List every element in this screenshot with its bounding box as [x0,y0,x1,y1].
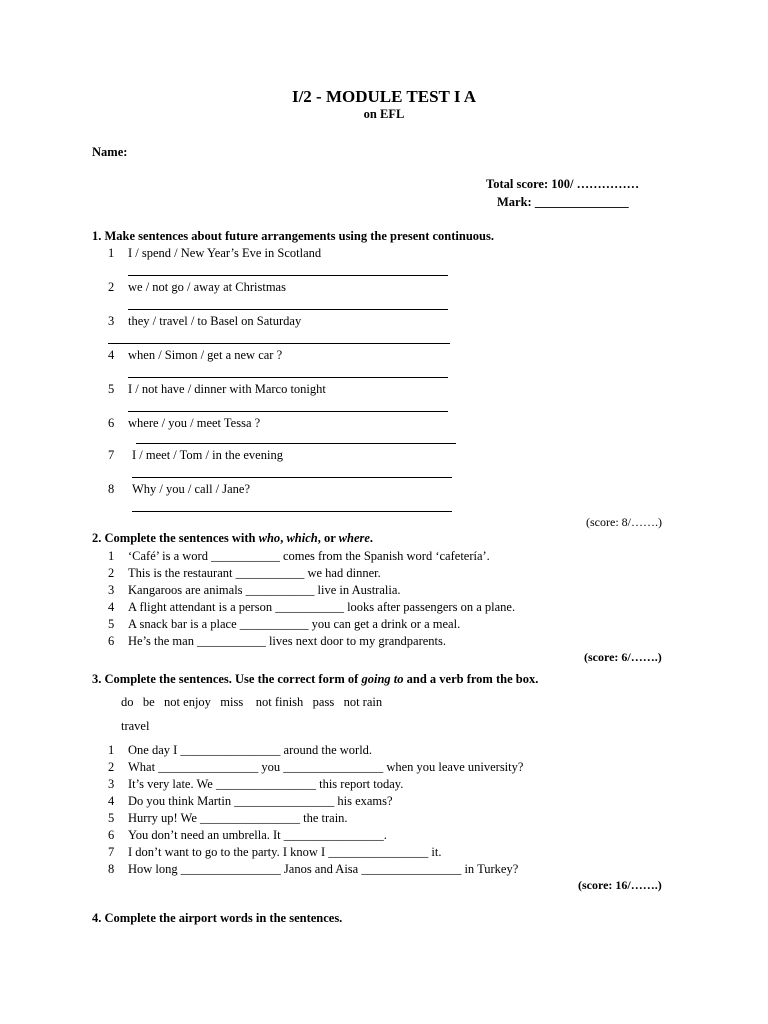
section2-heading: 2. Complete the sentences with who, which, or where. [92,531,374,545]
answer-line[interactable] [108,343,450,344]
list-item: 6 He’s the man ___________ lives next door to my grandparents. [108,634,446,648]
list-item: 5 Hurry up! We ________________ the train. [108,811,348,825]
list-item: 3 Kangaroos are animals ___________ live in Australia. [108,583,401,597]
list-item: 8 Why / you / call / Jane? [108,482,251,496]
section1-heading: 1. Make sentences about future arrangements using the present continuous. [92,229,494,243]
list-item: 1 I / spend / New Year’s Eve in Scotland [108,246,322,260]
list-item: 2 we / not go / away at Christmas [108,280,286,294]
word-box-line: do be not enjoy miss not finish pass not rain [121,695,383,709]
answer-line[interactable] [128,275,448,276]
page-subtitle: on EFL [363,107,405,121]
answer-line[interactable] [132,477,452,478]
list-item: 2 This is the restaurant ___________ we had dinner. [108,566,381,580]
list-item: 1 One day I ________________ around the world. [108,743,373,757]
total-score: Total score: 100/ …………… [486,177,640,191]
list-item: 3 they / travel / to Basel on Saturday [108,314,302,328]
word-box-line: travel [121,719,150,733]
section3-score: (score: 16/…….) [578,878,662,892]
list-item: 3 It’s very late. We ________________ this report today. [108,777,404,791]
list-item: 5 A snack bar is a place ___________ you can get a drink or a meal. [108,617,461,631]
mark-label: Mark: _______________ [497,195,629,209]
list-item: 6 You don’t need an umbrella. It ________________. [108,828,387,842]
list-item: 2 What ________________ you ________________ when you leave university? [108,760,524,774]
list-item: 8 How long ________________ Janos and Aisa ________________ in Turkey? [108,862,519,876]
list-item: 7 I / meet / Tom / in the evening [108,448,283,462]
list-item: 4 A flight attendant is a person ___________ looks after passengers on a plane. [108,600,516,614]
section1-score: (score: 8/…….) [586,515,662,529]
page-title: I/2 - MODULE TEST I A [291,87,477,106]
section4-heading: 4. Complete the airport words in the sentences. [92,911,343,925]
answer-line[interactable] [128,377,448,378]
list-item: 1 ‘Café’ is a word ___________ comes from the Spanish word ‘cafetería’. [108,549,490,563]
section3-heading: 3. Complete the sentences. Use the correct form of going to and a verb from the box. [92,672,539,686]
list-item: 4 Do you think Martin ________________ his exams? [108,794,393,808]
answer-line[interactable] [132,511,452,512]
answer-line[interactable] [128,411,448,412]
list-item: 5 I / not have / dinner with Marco tonight [108,382,326,396]
list-item: 4 when / Simon / get a new car ? [108,348,283,362]
section2-score: (score: 6/…….) [584,650,662,664]
answer-line[interactable] [128,309,448,310]
list-item: 7 I don’t want to go to the party. I know I ________________ it. [108,845,442,859]
list-item: 6 where / you / meet Tessa ? [108,416,261,430]
answer-line[interactable] [136,443,456,444]
name-label: Name: [92,145,128,159]
